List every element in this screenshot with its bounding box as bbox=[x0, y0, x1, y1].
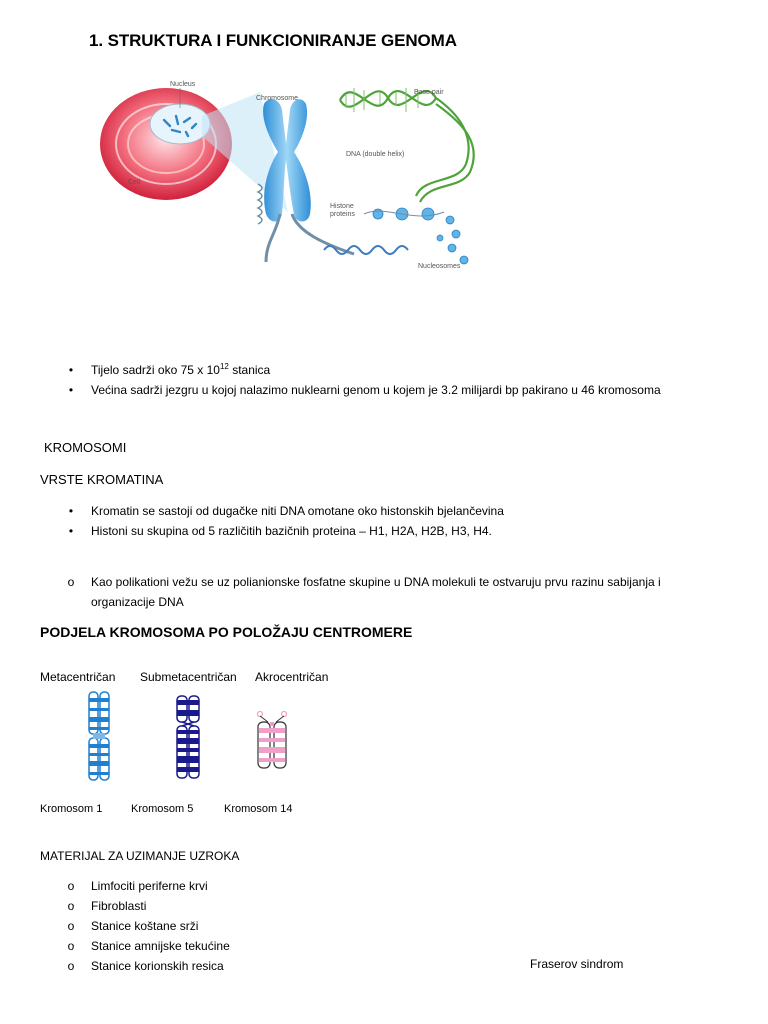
chromatin-sublist bbox=[64, 572, 711, 612]
list-item: o Limfociti periferne krvi bbox=[67, 879, 208, 893]
metacentric-chromosome-icon bbox=[86, 690, 112, 782]
materijal-list bbox=[64, 876, 230, 976]
submetacentric-chromosome-icon bbox=[174, 694, 202, 780]
vrste-heading: VRSTE KROMATINA bbox=[40, 472, 164, 487]
kromosomi-heading: KROMOSOMI bbox=[44, 440, 127, 455]
materijal-heading: MATERIJAL ZA UZIMANJE UZROKA bbox=[40, 849, 240, 863]
list-item: • Histoni su skupina od 5 različitih bazičnih proteina – H1, H2A, H2B, H3, H4. bbox=[68, 524, 492, 538]
list-item: • Većina sadrži jezgru u kojoj nalazimo nuklearni genom u kojem je 3.2 milijardi bp pakirano u 46 kromosoma bbox=[68, 383, 661, 397]
type-metacentric: Metacentričan bbox=[40, 670, 116, 684]
type-acrocentric: Akrocentričan bbox=[255, 670, 329, 684]
chromatin-list bbox=[64, 501, 504, 541]
nucleosomes-label: Nucleosomes bbox=[418, 263, 461, 270]
cell-label: Cell bbox=[128, 179, 141, 186]
chromosome-icon bbox=[258, 99, 354, 262]
histone-label-1: Histone bbox=[330, 203, 354, 210]
list-item: o Kao polikationi vežu se uz polianionske fosfatne skupine u DNA molekuli te ostvaruju prvu razinu sabijanja i organizacije DNA bbox=[67, 575, 661, 609]
list-item: • Tijelo sadrži oko 75 x $10^{12}$ stanica bbox=[68, 362, 271, 377]
chromosome-label: Chromosome bbox=[256, 95, 299, 102]
chromosome-14-label: Kromosom 14 bbox=[224, 803, 293, 815]
list-item: o Fibroblasti bbox=[67, 899, 147, 913]
list-item: o Stanice koštane srži bbox=[67, 919, 199, 933]
type-submetacentric: Submetacentričan bbox=[140, 670, 237, 684]
genome-structure-figure bbox=[84, 64, 500, 278]
histone-label-2: proteins bbox=[330, 211, 355, 218]
dna-helix-icon bbox=[340, 88, 474, 202]
podjela-heading: PODJELA KROMOSOMA PO POLOŽAJU CENTROMERE bbox=[40, 624, 413, 640]
base-pair-label: Base pair bbox=[414, 89, 444, 96]
dna-label: DNA (double helix) bbox=[346, 151, 405, 158]
acrocentric-chromosome-icon bbox=[254, 710, 290, 770]
fraser-label: Fraserov sindrom bbox=[530, 957, 624, 971]
list-item: o Stanice korionskih resica bbox=[67, 959, 224, 973]
chromosome-5-label: Kromosom 5 bbox=[131, 803, 194, 815]
list-item: o Stanice amnijske tekućine bbox=[67, 939, 230, 953]
chromosome-1-label: Kromosom 1 bbox=[40, 803, 103, 815]
page-title: 1. STRUKTURA I FUNKCIONIRANJE GENOMA bbox=[89, 31, 457, 50]
nucleus-label: Nucleus bbox=[170, 81, 196, 88]
intro-list bbox=[64, 360, 661, 400]
list-item: • Kromatin se sastoji od dugačke niti DNA omotane oko histonskih bjelančevina bbox=[68, 504, 504, 518]
